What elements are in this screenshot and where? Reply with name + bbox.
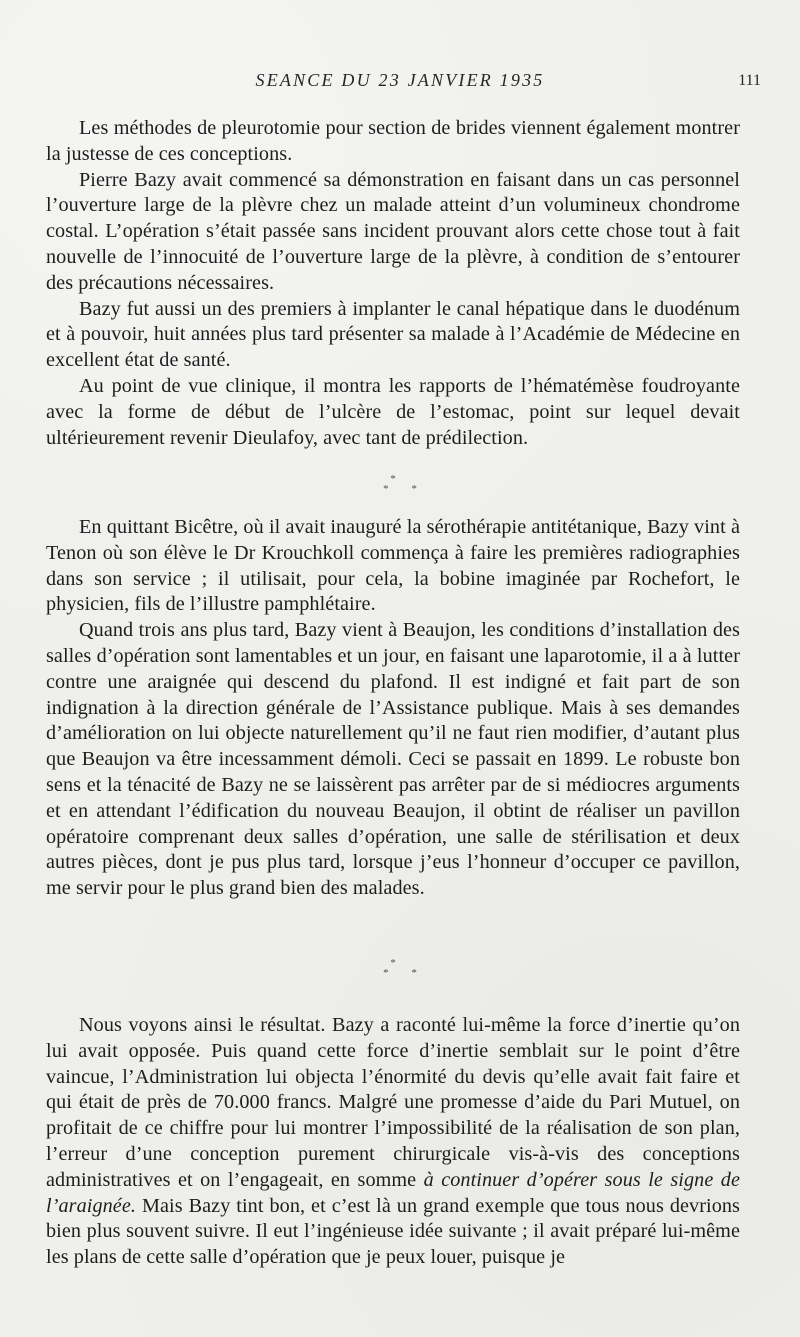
paragraph-1: Les méthodes de pleurotomie pour section de brides viennent également montrer la justesse de ces conceptions. (46, 117, 740, 165)
section-separator-1 (0, 474, 800, 494)
section-1 (46, 116, 740, 451)
separator-1-top: * (390, 473, 406, 485)
paragraph-7 (46, 1013, 740, 1271)
paragraph-4: Au point de vue clinique, il montra les rapports de l’hématémèse foudroyante avec la forme de début de l’ulcère de l’estomac, point sur lequel devait ultérieurement revenir Dieulafoy, avec tant de prédilection. (46, 374, 740, 449)
section-2 (46, 515, 740, 902)
separator-1-bottom: * * (383, 483, 427, 495)
paragraph-7-italic-quote: à continuer d’opérer sous le signe de l’araignée. (46, 1168, 740, 1217)
page-number: 111 (738, 72, 761, 89)
section-3 (46, 1013, 740, 1271)
paragraph-7-suffix: Mais Bazy tint bon, et c’est là un grand exemple que tous nous devrions bien plus souvent suivre. Il eut l’ingénieuse idée suivante ; il avait préparé lui-même les plans de cette salle d’opération que je peux louer, puisque je (46, 1194, 740, 1269)
paragraph-5: En quittant Bicêtre, où il avait inauguré la sérothérapie antitétanique, Bazy vint à Tenon où son élève le Dr Krouchkoll commença à faire les premières radiographies dans son service ; il utilisait, pour cela, la bobine imaginée par Rochefort, le physicien, fils de l’illustre pamphlétaire. (46, 516, 740, 616)
running-header-title: SEANCE DU 23 JANVIER 1935 (255, 70, 545, 90)
paragraph-7-prefix: Nous voyons ainsi le résultat. Bazy a raconté lui-même la force d’inertie qu’on lui avait opposée. Puis quand cette force d’inertie semblait sur le point d’être vaincue, l’Administration lui objecta l’énormité du devis qu’elle avait fait faire et qui était de près de 70.000 francs. Malgré une promesse d’aide du Pari Mutuel, on profitait de ce chiffre pour lui montrer l’impossibilité de la réalisation de son plan, l’erreur d’une conception purement chirurgicale vis-à-vis des conceptions administratives et on l’engageait, en somme (46, 1014, 740, 1191)
paragraph-2: Pierre Bazy avait commencé sa démonstration en faisant dans un cas personnel l’ouverture large de la plèvre chez un malade atteint d’un volumineux chondrome costal. L’opération s’était passée sans incident prouvant alors cette chose tout à fait nouvelle de l’innocuité de l’ouverture large de la plèvre, à condition de s’entourer des précautions nécessaires. (46, 168, 740, 294)
section-separator-2 (0, 958, 800, 978)
paragraph-6: Quand trois ans plus tard, Bazy vient à Beaujon, les conditions d’installation des salles d’opération sont lamentables et un jour, en faisant une laparotomie, il a à lutter contre une araignée qui descend du plafond. Il est indigné et fait part de son indignation à la direction générale de l’Assistance publique. Mais à ses demandes d’amélioration on lui objecte naturellement qu’il ne faut rien modifier, d’autant plus que Beaujon va être incessamment démoli. Ceci se passait en 1899. Le robuste bon sens et la ténacité de Bazy ne se laissèrent pas arrêter par de si médiocres arguments et en attendant l’édification du nouveau Beaujon, il obtint de réaliser un pavillon opératoire comprenant deux salles d’opération, une salle de stérilisation et deux autres pièces, dont je pus plus tard, lorsque j’eus l’honneur d’occuper ce pavillon, me servir pour le plus grand bien des malades. (46, 619, 740, 900)
separator-2-bottom: * * (383, 967, 427, 979)
separator-2-top: * (390, 957, 406, 969)
paragraph-3: Bazy fut aussi un des premiers à implanter le canal hépatique dans le duodénum et à pouvoir, huit années plus tard présenter sa malade à l’Académie de Médecine en excellent état de santé. (46, 297, 740, 372)
